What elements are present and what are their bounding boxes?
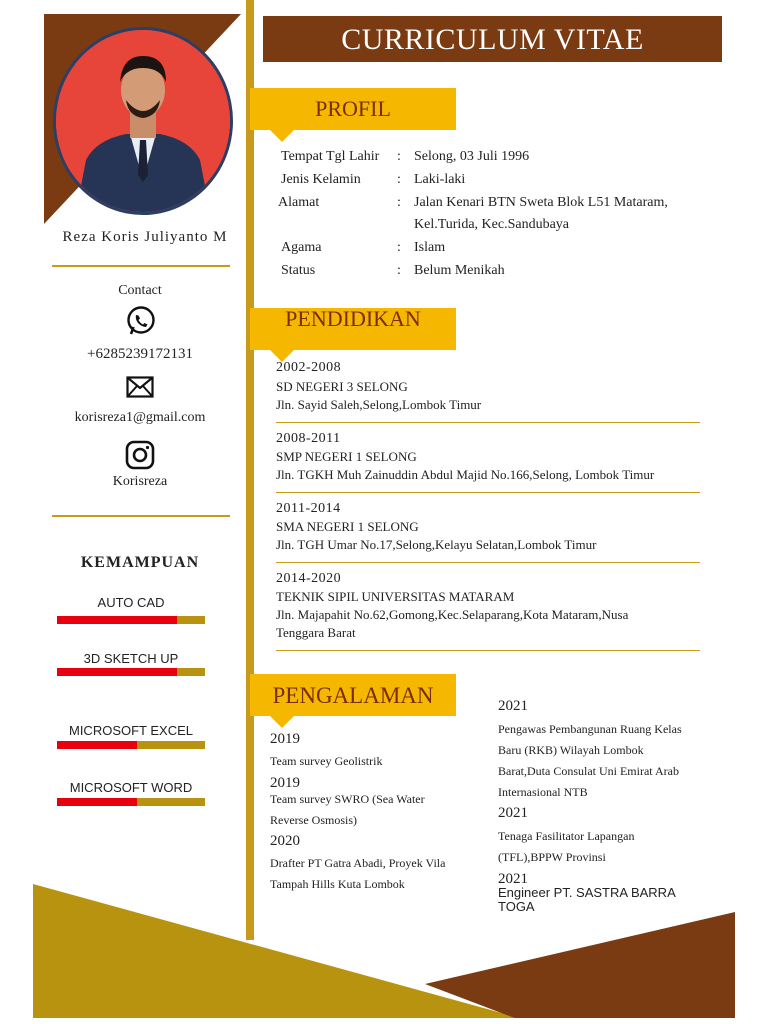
exp-desc: Tenaga Fasilitator Lapangan xyxy=(498,829,635,843)
exp-year: 2021 xyxy=(498,698,528,714)
divider xyxy=(52,515,230,517)
section-heading-label: PENDIDIKAN xyxy=(285,306,421,331)
exp-year: 2019 xyxy=(270,775,300,791)
exp-desc: Drafter PT Gatra Abadi, Proyek Vila xyxy=(270,856,446,870)
edu-address: Jln. TGKH Muh Zainuddin Abdul Majid No.166,Selong, Lombok Timur xyxy=(276,467,655,482)
profil-value: Laki-laki xyxy=(414,172,466,187)
exp-desc: Baru (RKB) Wilayah Lombok xyxy=(498,743,644,757)
edu-years: 2002-2008 xyxy=(276,360,342,375)
edu-school: SMA NEGERI 1 SELONG xyxy=(276,519,419,534)
email-link[interactable]: korisreza1@gmail.com xyxy=(74,410,206,425)
profil-value: Islam xyxy=(414,240,446,255)
exp-desc: (TFL),BPPW Provinsi xyxy=(498,850,606,864)
profil-sep: : xyxy=(397,149,401,164)
exp-year: 2021 xyxy=(498,871,528,887)
edu-address: Jln. Sayid Saleh,Selong,Lombok Timur xyxy=(276,397,482,412)
instagram-icon xyxy=(125,440,155,470)
heading-pointer xyxy=(270,716,294,728)
skill-bar xyxy=(57,616,205,624)
profil-label: Alamat xyxy=(278,195,320,210)
skill-bar-fill xyxy=(57,741,137,749)
whatsapp-icon xyxy=(125,305,157,337)
profil-sep: : xyxy=(397,172,401,187)
exp-desc: Internasional NTB xyxy=(498,785,588,799)
skill-bar-fill xyxy=(57,798,137,806)
edu-years: 2008-2011 xyxy=(276,431,341,446)
profil-label: Jenis Kelamin xyxy=(281,172,361,187)
divider xyxy=(52,265,230,267)
exp-desc: Team survey SWRO (Sea Water xyxy=(270,792,425,806)
footer-decor xyxy=(0,860,768,1024)
section-heading-pendidikan xyxy=(250,308,456,350)
edu-years: 2014-2020 xyxy=(276,571,342,586)
exp-year: 2021 xyxy=(498,805,528,821)
skill-bar-fill xyxy=(57,616,177,624)
section-heading-profil: PROFIL xyxy=(250,88,456,130)
profil-value: Selong, 03 Juli 1996 xyxy=(414,149,530,164)
skill-label: AUTO CAD xyxy=(97,595,165,610)
edu-address: Jln. TGH Umar No.17,Selong,Kelayu Selatan,Lombok Timur xyxy=(276,537,597,552)
heading-pointer xyxy=(270,130,294,142)
person-portrait-icon xyxy=(56,30,230,212)
profil-value: Kel.Turida, Kec.Sandubaya xyxy=(414,217,570,232)
exp-year: 2020 xyxy=(270,833,300,849)
section-heading-pengalaman: PENGALAMAN xyxy=(250,674,456,716)
exp-desc: Barat,Duta Consulat Uni Emirat Arab xyxy=(498,764,679,778)
skill-bar xyxy=(57,668,205,676)
edu-address: Tenggara Barat xyxy=(276,625,356,640)
exp-year: 2019 xyxy=(270,731,300,747)
exp-desc: Engineer PT. SASTRA BARRA xyxy=(498,885,676,900)
edu-school: TEKNIK SIPIL UNIVERSITAS MATARAM xyxy=(276,589,515,604)
skill-label: 3D SKETCH UP xyxy=(83,651,179,666)
skill-bar-fill xyxy=(57,668,177,676)
skill-bar xyxy=(57,741,205,749)
profil-sep: : xyxy=(397,240,401,255)
skill-bar xyxy=(57,798,205,806)
skills-heading: KEMAMPUAN xyxy=(80,554,200,571)
divider xyxy=(276,492,700,493)
instagram-handle[interactable]: Korisreza xyxy=(112,474,168,489)
profil-label: Tempat Tgl Lahir xyxy=(281,149,380,164)
profil-sep: : xyxy=(397,263,401,278)
divider xyxy=(276,422,700,423)
profil-sep: : xyxy=(397,195,401,210)
profil-value: Jalan Kenari BTN Sweta Blok L51 Mataram, xyxy=(414,195,668,210)
mail-icon xyxy=(126,376,154,398)
edu-address: Jln. Majapahit No.62,Gomong,Kec.Selaparang,Kota Mataram,Nusa xyxy=(276,607,629,622)
vertical-divider xyxy=(246,0,254,940)
person-name: Reza Koris Juliyanto M xyxy=(62,229,228,245)
page-title: CURRICULUM VITAE xyxy=(263,16,722,62)
exp-desc: Team survey Geolistrik xyxy=(270,754,383,768)
exp-desc: Pengawas Pembangunan Ruang Kelas xyxy=(498,722,682,736)
edu-school: SD NEGERI 3 SELONG xyxy=(276,379,408,394)
profil-label: Status xyxy=(281,263,316,278)
phone-number[interactable]: +6285239172131 xyxy=(87,346,193,362)
edu-years: 2011-2014 xyxy=(276,501,341,516)
profile-photo xyxy=(53,27,233,215)
profil-label: Agama xyxy=(281,240,322,255)
divider xyxy=(276,650,700,651)
edu-school: SMP NEGERI 1 SELONG xyxy=(276,449,417,464)
skill-label: MICROSOFT WORD xyxy=(69,780,193,795)
exp-desc: Tampah Hills Kuta Lombok xyxy=(270,877,405,891)
profil-value: Belum Menikah xyxy=(414,263,505,278)
contact-heading: Contact xyxy=(118,283,162,298)
exp-desc: TOGA xyxy=(498,899,535,914)
divider xyxy=(276,562,700,563)
exp-desc: Reverse Osmosis) xyxy=(270,813,357,827)
skill-label: MICROSOFT EXCEL xyxy=(68,723,193,738)
